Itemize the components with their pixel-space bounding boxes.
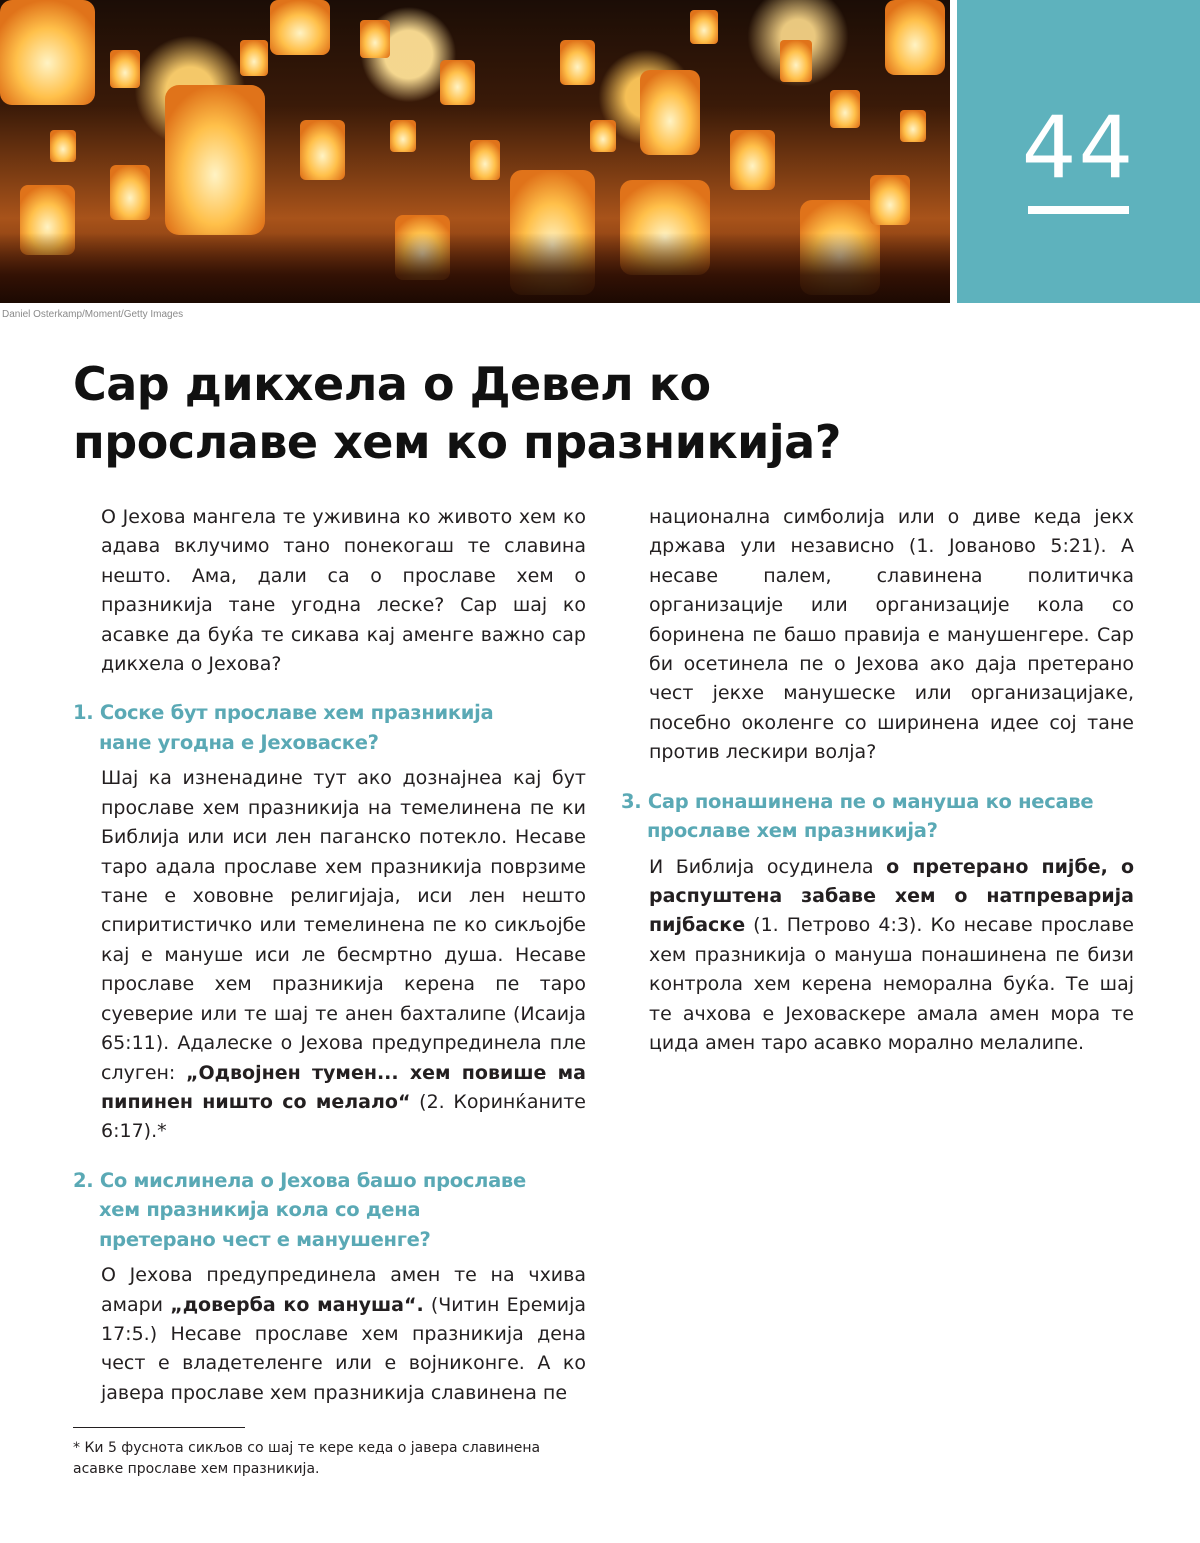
question-3-emphasis: о претерано пијбе, о распуштена забаве хем о натпреварија пијбаске: [649, 855, 1134, 937]
footnote-divider: [73, 1427, 245, 1428]
page-title: [73, 355, 973, 471]
question-3-text: И Библија осудинела: [649, 855, 887, 878]
question-1-reference: (2. Коринќаните 6:17).*: [101, 1090, 586, 1143]
question-2-text-tail: (Читин Еремија 17:5.) Несаве прославе хем празникија дена чест е владетеленге или е војниконге. А ко јавера прославе хем празникија славинена пе: [101, 1293, 586, 1404]
left-column: [73, 503, 586, 1408]
page-title-line-1: Сар дикхела о Девел ко: [73, 357, 711, 411]
question-2-text: О Јехова предупрединела амен те на чхива амари: [101, 1264, 586, 1316]
question-2-scripture-quote: „доверба ко мануша“.: [170, 1293, 424, 1316]
question-3-text-tail: (1. Петрово 4:3). Ко несаве прославе хем празникија о мануша понашинена пе бизи контрола хем керена неморална буќа. Те шај те ачхова е Јеховаскере амала амен мора те цида амен таро асавко морално мелалипе.: [649, 914, 1134, 1055]
question-1-scripture-quote: „Одвојнен тумен... хем повише ма пипинен ништо со мелало“: [101, 1061, 587, 1113]
question-3-line-1: 3. Сар понашинена пе о мануша ко несаве: [621, 789, 1094, 813]
intro-paragraph: О Јехова мангела те уживина ко живото хем ко адава вклучимо тано понекогаш те славина нешто. Ама, дали са о прославе хем о празникија тане угодна леске? Сар шај ко асавке да буќа те сикава кај аменге важно сар дикхела о Јехова?: [101, 506, 586, 676]
question-1-text: Шај ка изненадине тут ако дознајнеа кај бут прославе хем празникија на темелинена пе ки Библија или иси лен паганско потекло. Несаве таро адала прославе хем празникија поврзиме тане е хововне религијаја, иси лен нешто спиритистичко или темелинена пе ко сикљојбе кај е мануше иси ле бесмртно душа. Несаве прославе хем празникија керена пе таро суеверие или те шај те анен бахталипе (Исаија 65:11). Адалеске о Јехова предупрединела пле слуген:: [101, 767, 586, 1084]
question-2-paragraph-start: [73, 1261, 586, 1408]
question-1-heading: [73, 698, 586, 757]
hero-photo-lanterns: [0, 0, 950, 303]
question-2-line-2: хем празникија кола со дена: [99, 1198, 421, 1222]
right-column: [621, 503, 1134, 1059]
question-3-heading: [621, 787, 1134, 846]
page-title-line-2: прославе хем ко празникија?: [73, 415, 841, 469]
photo-credit: Daniel Osterkamp/Moment/Getty Images: [2, 309, 184, 320]
footnote: * Ки 5 фуснота сикљов со шај те кере кеда о јавера славинена асавке прославе хем празникија.: [73, 1440, 541, 1477]
question-2-line-3: претерано чест е манушенге?: [99, 1227, 431, 1251]
question-3-paragraph: [621, 853, 1134, 1059]
question-2-paragraph-continued: национална симболија или о диве кеда јекх држава ули независно (1. Јованово 5:21). А несаве палем, славинена политичка организације или организације кола со боринена пе башо правија е манушенгере. Сар би осетинела пе о Јехова ако даја претерано чест јекхе манушеске или организацијаке, посебно околенге со ширинена идее сој тане против лескири волја?: [649, 506, 1134, 764]
question-1-line-1: 1. Соске бут прославе хем празникија: [73, 701, 494, 725]
crowd-silhouette: [0, 233, 950, 303]
question-1-line-2: нане угодна е Јеховаске?: [99, 730, 379, 754]
question-3-line-2: прославе хем празникија?: [647, 819, 938, 843]
question-1-paragraph: [73, 764, 586, 1146]
question-2-line-1: 2. Со мислинела о Јехова башо прославе: [73, 1168, 526, 1192]
lesson-number-underline: [1028, 206, 1129, 214]
question-2-heading: [73, 1166, 586, 1255]
lesson-number-panel: [957, 0, 1200, 303]
lesson-number: 44: [1021, 98, 1136, 198]
